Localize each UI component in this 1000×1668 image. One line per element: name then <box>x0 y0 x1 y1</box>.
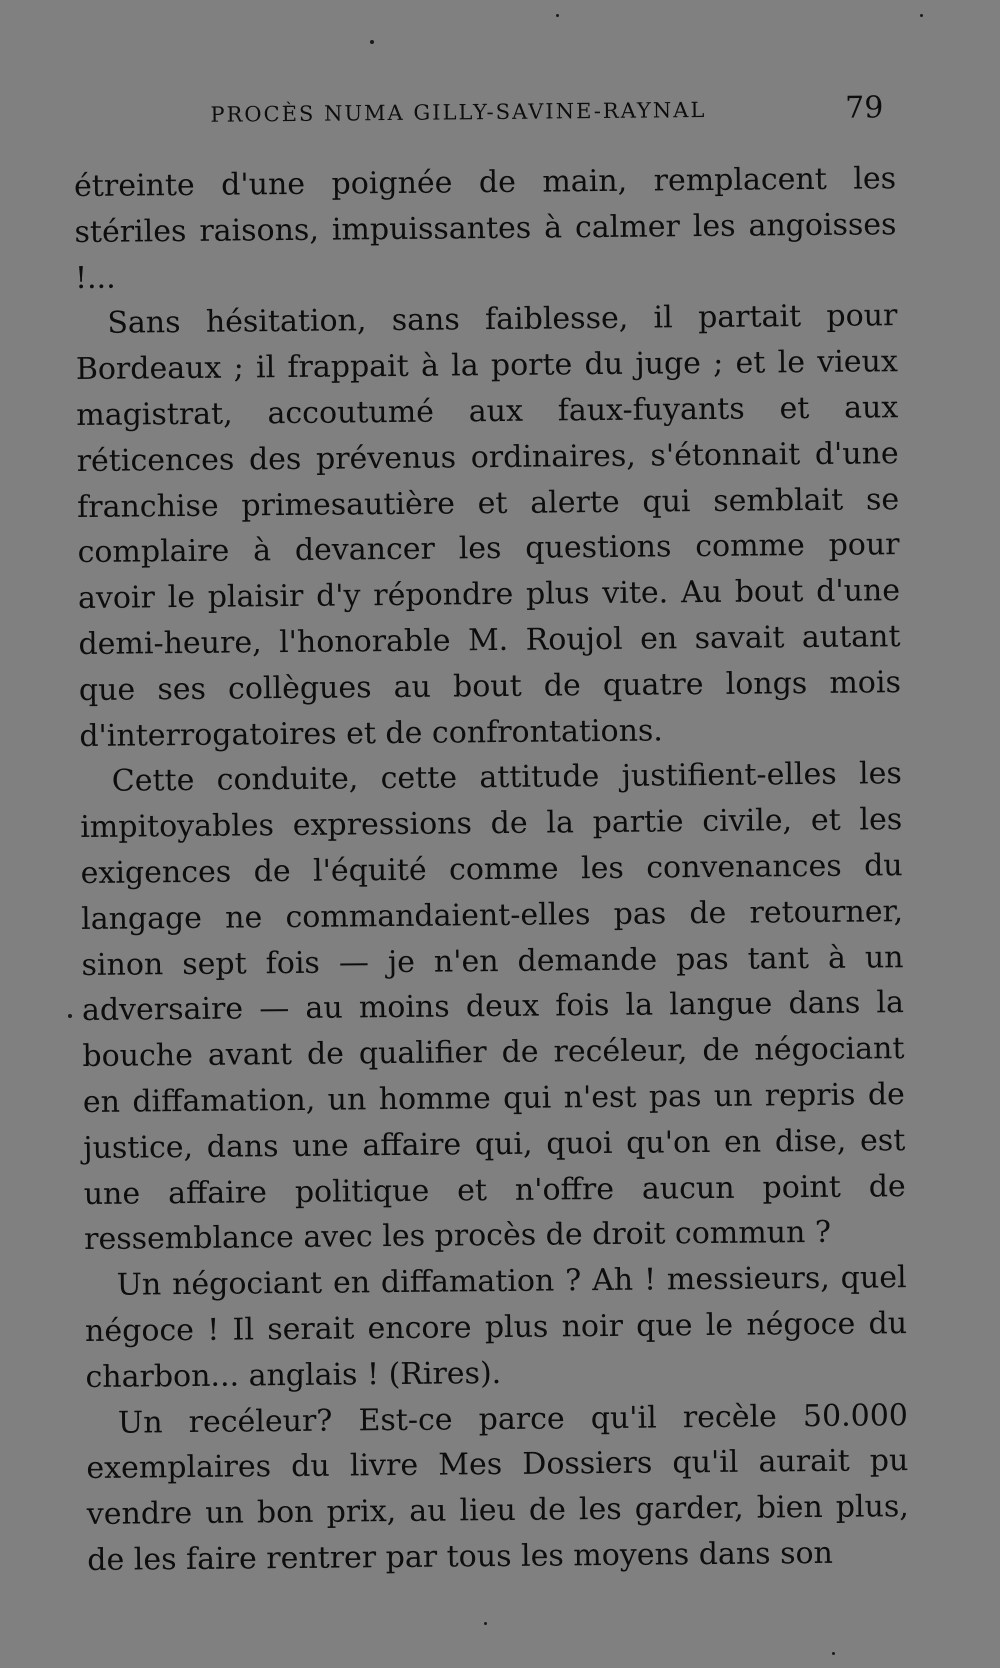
scan-speck <box>484 1622 487 1625</box>
scan-speck <box>556 14 559 17</box>
scan-speck <box>832 1652 835 1655</box>
running-head: PROCÈS NUMA GILLY-SAVINE-RAYNAL <box>210 97 707 127</box>
page-header <box>73 90 893 138</box>
scan-speck <box>920 14 923 17</box>
paragraph: Sans hésitation, sans faiblesse, il partait pour Bordeaux ; il frappait à la porte du juge ; et le vieux magistrat, accoutumé aux faux-fuyants et aux réticences des prévenus ordinaires, s'étonnait d'une franchise primesautière et alerte qui semblait se complaire à devancer les questions comme pour avoir le plaisir d'y répondre plus vite. Au bout d'une demi-heure, l'honorable M. Roujol en savait autant que ses collègues au bout de quatre longs mois d'interrogatoires et de confrontations. <box>75 298 902 754</box>
paragraph: Un négociant en diffamation ? Ah ! messieurs, quel négoce ! Il serait encore plus noir que le négoce du charbon... anglais ! (Rires). <box>84 1260 908 1395</box>
scan-speck <box>68 1014 72 1018</box>
paragraph: Un recéleur? Est-ce parce qu'il recèle 50.000 exemplaires du livre Mes Dossiers qu'il aurait pu vendre un bon prix, au lieu de les garder, bien plus, de les faire rentrer par tous les moyens dans son <box>86 1397 909 1578</box>
scan-speck <box>370 40 374 44</box>
body-text <box>74 156 910 1584</box>
page-number: 79 <box>845 90 884 126</box>
paragraph: Cette conduite, cette attitude justifient-elles les impitoyables expressions de la partie civile, et les exigences de l'équité comme les convenances du langage ne commandaient-elles pas de retourner, sinon sept fois — je n'en demande pas tant à un adversaire — au moins deux fois la langue dans la bouche avant de qualifier de recéleur, de négociant en diffamation, un homme qui n'est pas un repris de justice, dans une affaire qui, quoi qu'on en dise, est une affaire politique et n'offre aucun point de ressemblance avec les procès de droit commun ? <box>80 756 906 1258</box>
paragraph: étreinte d'une poignée de main, remplacent les stériles raisons, impuissantes à calmer les angoisses !... <box>73 161 897 296</box>
